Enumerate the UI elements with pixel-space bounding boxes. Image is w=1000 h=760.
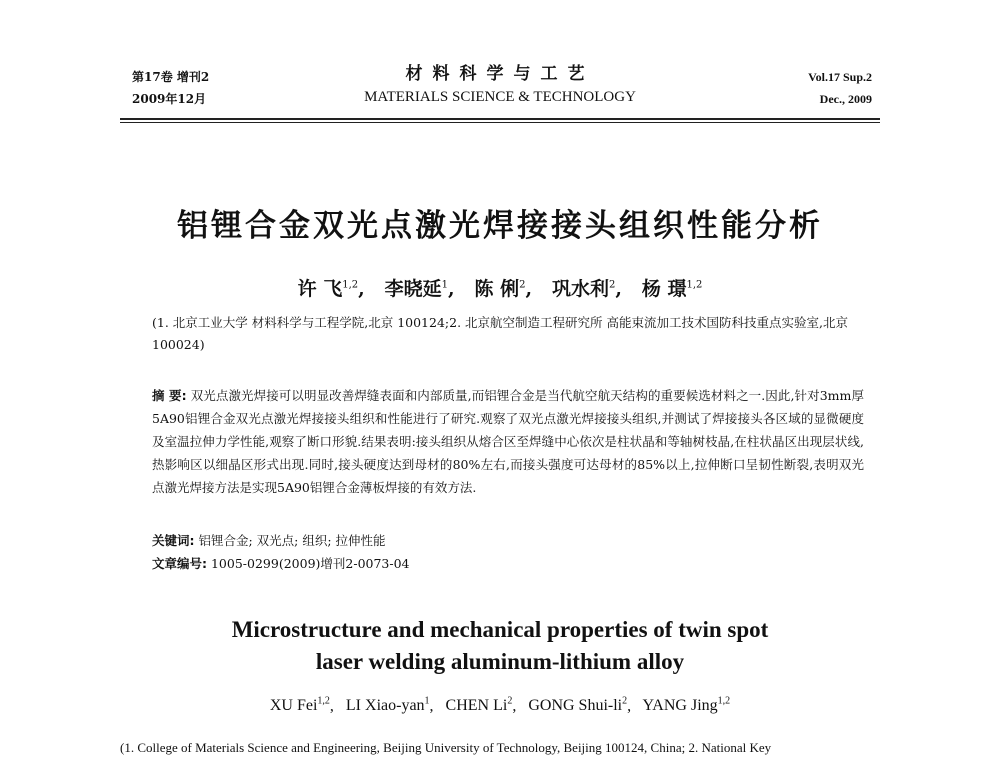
paper-title-cn: 铝锂合金双光点激光焊接接头组织性能分析 xyxy=(177,208,823,244)
paper-title-en xyxy=(0,614,1000,678)
journal-name-en: MATERIALS SCIENCE & TECHNOLOGY xyxy=(364,89,636,105)
article-number-label: 文章编号: xyxy=(152,556,207,571)
article-number-text: 1005-0299(2009)增刊2-0073-04 xyxy=(210,556,410,571)
author-en: GONG Shui-$li^2$ xyxy=(528,696,628,715)
affiliation-en: (1. College of Materials Science and Engineering, Beijing University of Technology, Beijing 100124, China; 2. National Key xyxy=(120,740,772,755)
author-cn: 巩水利$^2$ xyxy=(551,278,616,300)
author-list-cn: 许 飞$^{1,2}$, 李晓延$^1$, 陈 俐$^2$, 巩水利$^2$, 杨 璟$^{1,2}$ xyxy=(297,278,703,300)
author-en: XU Fei$^{1,2}$ xyxy=(269,696,330,715)
author-cn: 杨 璟$^{1,2}$ xyxy=(641,278,703,300)
article-number xyxy=(152,553,864,575)
header-rule-thick xyxy=(120,118,880,120)
abstract-label: 摘 要: xyxy=(152,388,187,403)
keywords-text: 铝锂合金; 双光点; 组织; 拉伸性能 xyxy=(198,533,386,548)
keywords-label: 关键词: xyxy=(152,533,195,548)
author-cn: 陈 俐$^2$ xyxy=(474,278,526,300)
author-en: CHEN Li$^2$ xyxy=(445,696,513,715)
author-en: LI Xiao-yan$^1$ xyxy=(345,696,430,715)
journal-name-cn: 材料科学与工艺 xyxy=(405,64,595,84)
header-rule-thin xyxy=(120,122,880,123)
volume-issue-en: Vol.17 Sup.2 xyxy=(808,70,872,84)
author-en: YANG Jing$^{1,2}$ xyxy=(642,696,731,715)
journal-volume-info-en xyxy=(808,66,872,110)
publication-date-cn: 2009年12月 xyxy=(132,92,207,106)
volume-issue: 第17卷 增刊2 xyxy=(132,70,210,84)
paper-title-en-line2: laser welding aluminum-lithium alloy xyxy=(315,649,685,674)
keywords-cn xyxy=(152,530,864,552)
paper-title-en-line1: Microstructure and mechanical properties of twin spot xyxy=(231,617,769,642)
author-cn: 李晓延$^1$ xyxy=(384,278,449,300)
publication-date-en: Dec., 2009 xyxy=(819,92,872,106)
abstract-cn xyxy=(152,384,864,499)
abstract-text: 双光点激光焊接可以明显改善焊缝表面和内部质量,而铝锂合金是当代航空航天结构的重要候选材料之一.因此,针对3mm厚5A90铝锂合金双光点激光焊接接头组织和性能进行了研究.观察了双光点激光焊接接头组织,并测试了焊接接头各区域的显微硬度及室温拉伸力学性能,观察了断口形貌.结果表明:接头组织从熔合区至焊缝中心依次是柱状晶和等轴树枝晶,在柱状晶区出现层状线,热影响区以细晶区形式出现.同时,接头硬度达到母材的80%左右,而接头强度可达母材的85%以上,拉伸断口呈韧性断裂,表明双光点激光焊接方法是实现5A90铝锂合金薄板焊接的有效方法. xyxy=(152,388,864,495)
author-cn: 许 飞$^{1,2}$ xyxy=(297,278,359,300)
affiliation-cn: (1. 北京工业大学 材料科学与工程学院,北京 100124;2. 北京航空制造工程研究所 高能束流加工技术国防科技重点实验室,北京 100024) xyxy=(152,315,848,352)
author-list-en: XU Fei$^{1,2}$, LI Xiao-yan$^1$, CHEN Li$^2$, GONG Shui-$li^2$, YANG Jing$^{1,2}$ xyxy=(269,696,731,715)
